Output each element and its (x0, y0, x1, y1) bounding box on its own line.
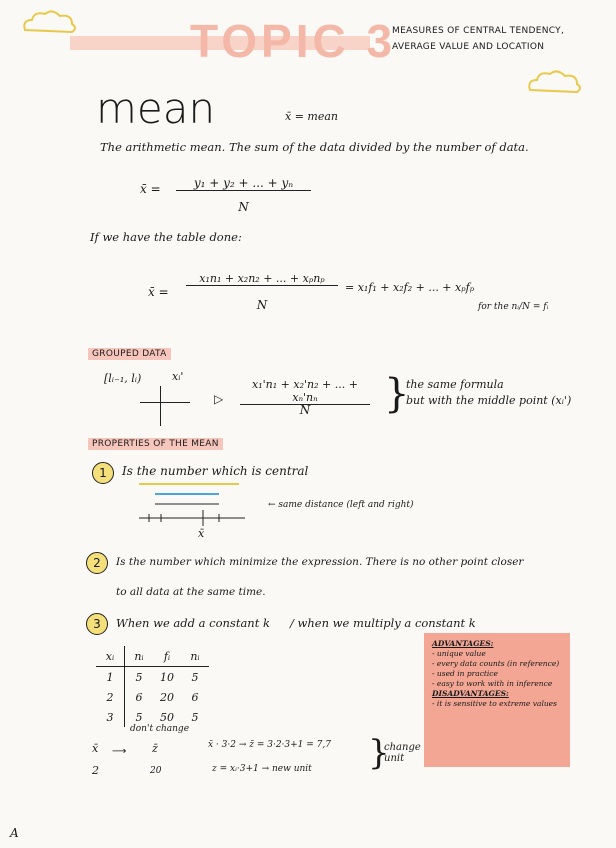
table-formula-denominator: N (256, 298, 268, 312)
table-cell: 50 (160, 710, 174, 724)
property-2-number: 2 (86, 552, 108, 574)
table-cell: 5 (191, 670, 199, 684)
property-3-text-b: / when we multiply a constant k (290, 616, 476, 630)
advantage-item: - unique value (432, 649, 486, 658)
property-2-text-2: to all data at the same time. (116, 586, 266, 598)
advantages-heading: ADVANTAGES: (432, 639, 494, 648)
property-3-number: 3 (86, 613, 108, 635)
table-cell: 1 (96, 667, 125, 688)
grouped-brace-text-2: but with the middle point (xᵢ') (406, 394, 572, 407)
mean-formula-numerator: y₁ + y₂ + ... + yₙ (176, 176, 311, 191)
property-1-note: ← same distance (left and right) (268, 500, 414, 510)
table-formula-note: for the nᵢ/N = fᵢ (478, 302, 549, 312)
grouped-table-line-h (140, 402, 190, 403)
grouped-table-line-v (160, 386, 161, 426)
cloud-left-icon (20, 8, 80, 38)
table-cell: nᵢ (125, 646, 154, 667)
grouped-arrow: ▷ (214, 392, 224, 406)
xi-label: xᵢ' (172, 370, 184, 383)
advantages-sticky-note (424, 633, 570, 767)
frequency-table (96, 646, 209, 727)
table-cell: 20 (160, 690, 174, 704)
table-header-row (96, 646, 209, 667)
xbar-note: x̄ = mean (285, 110, 338, 123)
calc-arrow-1: ⟶ (112, 746, 127, 757)
property-1-xbar: x̄ (198, 527, 205, 540)
page-letter: A (10, 826, 19, 840)
calc-brace-text: change unit (384, 742, 421, 764)
property-3-text-a: When we add a constant k (116, 616, 270, 630)
table-cell: 10 (160, 670, 174, 684)
table-cell: fᵢ (153, 646, 181, 667)
cloud-right-icon (525, 68, 585, 98)
table-cell: 2 (96, 687, 125, 707)
table-cell: 5 (135, 670, 143, 684)
table-line: If we have the table done: (90, 230, 242, 244)
table-row (96, 667, 209, 688)
grouped-formula-denominator: N (299, 403, 311, 417)
calc-left-bottom: 2 (92, 764, 99, 777)
table-cell: 6 (135, 690, 143, 704)
interval-label: [lᵢ₋₁, lᵢ) (104, 372, 142, 385)
advantage-item: - every data counts (in reference) (432, 659, 560, 668)
calc-mid-top: z̄ (152, 742, 158, 755)
calc-brace: } (368, 733, 390, 773)
property-2-text-1: Is the number which minimize the expression. There is no other point closer (116, 556, 524, 568)
grouped-heading: GROUPED DATA (88, 348, 171, 360)
topic-title: TOPIC 3 (190, 15, 397, 67)
advantage-item: - used in practice (432, 669, 498, 678)
calc-line-2: z = xᵢ·3+1 → new unit (212, 764, 312, 774)
mean-formula-lhs: x̄ = (140, 182, 161, 196)
table-formula-numerator: x₁n₁ + x₂n₂ + ... + xₚnₚ (186, 272, 338, 286)
grouped-brace-text-1: the same formula (406, 378, 504, 391)
disadvantages-heading: DISADVANTAGES: (432, 689, 509, 698)
grouped-brace: } (384, 371, 410, 417)
table-cell: nᵢ (181, 646, 209, 667)
number-line-diagram (135, 476, 255, 536)
mean-definition: The arithmetic mean. The sum of the data divided by the number of data. (100, 140, 529, 154)
table-row (96, 687, 209, 707)
table-formula-lhs: x̄ = (148, 285, 169, 299)
calc-left-top: x̄ (92, 742, 99, 755)
properties-heading: PROPERTIES OF THE MEAN (88, 438, 223, 450)
table-cell: 6 (191, 690, 199, 704)
table-formula-rhs: = x₁f₁ + x₂f₂ + ... + xₚfₚ (345, 281, 475, 294)
topic-subtitle-line1: MEASURES OF CENTRAL TENDENCY, (392, 26, 565, 36)
property-1-number: 1 (92, 462, 114, 484)
grouped-formula-numerator: x₁'n₁ + x₂'n₂ + ... + xₙ'nₙ (240, 378, 370, 405)
calc-mid-bottom: 20 (150, 766, 162, 776)
calc-line-1: x̄ · 3·2 → z̄ = 3·2·3+1 = 7,7 (208, 740, 331, 750)
table-note: don't change (130, 724, 190, 734)
table-cell: 5 (191, 710, 199, 724)
advantage-item: - easy to work with in inference (432, 679, 553, 688)
property-1-text: Is the number which is central (122, 464, 309, 478)
mean-formula-denominator: N (238, 200, 249, 214)
mean-heading: mean (96, 84, 216, 133)
table-cell: 5 (135, 710, 143, 724)
table-cell: 3 (96, 707, 125, 727)
table-cell: xᵢ (96, 646, 125, 667)
disadvantage-item: - it is sensitive to extreme values (432, 699, 557, 708)
topic-subtitle-line2: AVERAGE VALUE AND LOCATION (392, 42, 545, 52)
